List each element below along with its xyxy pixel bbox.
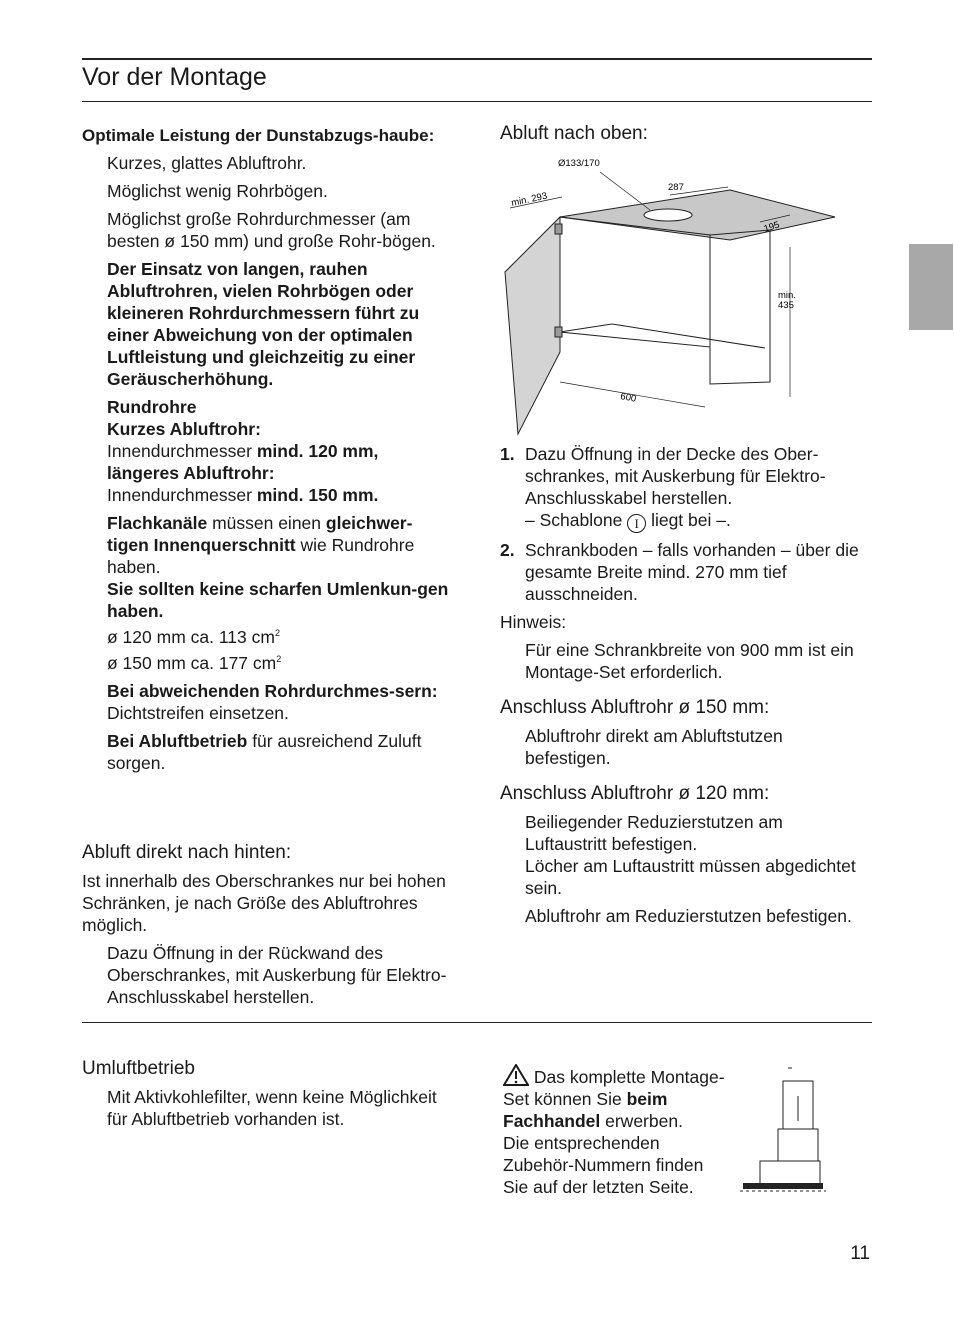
template-post: liegt bei –.: [651, 510, 731, 530]
list-item: Möglichst wenig Rohrbögen.: [107, 181, 328, 201]
note-t2: erwerben.: [605, 1111, 683, 1131]
step-1b: [500, 509, 860, 533]
c120-text-3: Abluftrohr am Reduzierstutzen befestigen.: [525, 906, 852, 926]
sup: 2: [276, 653, 282, 664]
round-pipes-title: Rundrohre: [107, 397, 197, 417]
montage-set-illustration: [738, 1066, 828, 1200]
diff-bold: Bei abweichenden Rohrdurchmes-sern:: [107, 680, 438, 701]
diff-text: [82, 680, 450, 724]
dim287-label: 287: [668, 182, 684, 193]
exhaust-t: für ausreichend Zuluft sorgen.: [107, 730, 422, 773]
list-item: Kurzes, glattes Abluftrohr.: [107, 153, 307, 173]
section-tab: [909, 244, 953, 330]
page-number: 11: [850, 1243, 870, 1264]
dim600-label: 600: [619, 391, 638, 405]
flat-duct-bold: Flachkanäle: [107, 513, 208, 533]
back-para-1: Ist innerhalb des Oberschrankes nur bei hohen Schränken, je nach Größe des Abluftrohres möglich.: [82, 871, 446, 935]
up-heading: Abluft nach oben:: [500, 123, 648, 144]
note-t1: Das komplette Montage-Set können Sie: [503, 1067, 725, 1109]
flat-duct-text: [82, 512, 450, 578]
recirc-section: [82, 1058, 450, 1130]
min435-label-b: 435: [778, 300, 794, 311]
flat-duct-bold2: gleichwer-tigen Innenquerschnitt: [107, 513, 413, 555]
c150-heading: Anschluss Abluftrohr ø 150 mm:: [500, 697, 770, 718]
diff-t: Dichtstreifen einsetzen.: [107, 702, 289, 723]
flat-duct-t2: wie Rundrohre haben.: [107, 535, 415, 577]
title-underline: [82, 101, 872, 102]
note-block: [503, 1064, 728, 1198]
back-section: [82, 842, 450, 1008]
step-text: Dazu Öffnung in der Decke des Ober-schrankes, mit Auskerbung für Elektro-Anschlusskabel herstellen.: [525, 444, 826, 508]
long-pipe-text: Innendurchmesser: [107, 485, 252, 505]
area-line-1: [82, 622, 450, 648]
back-para-2: Dazu Öffnung in der Rückwand des Oberschrankes, mit Auskerbung für Elektro-Anschlusskabel herstellen.: [107, 943, 447, 1007]
right-column: [500, 443, 860, 927]
step-text: Schrankboden – falls vorhanden – über die gesamte Breite mind. 270 mm tief ausschneiden.: [525, 540, 859, 604]
back-heading: Abluft direkt nach hinten:: [82, 842, 292, 863]
list-item: Möglichst große Rohrdurchmesser (am besten ø 150 mm) und große Rohr-bögen.: [107, 209, 436, 251]
dim195-label: 195: [762, 219, 782, 235]
hint-label: Hinweis:: [500, 612, 567, 632]
note-t3: Die entsprechenden Zubehör-Nummern finden Sie auf der letzten Seite.: [503, 1133, 704, 1197]
area-line-2: [82, 648, 450, 674]
warning-text: Der Einsatz von langen, rauhen Abluftrohren, vielen Rohrbögen oder kleineren Rohrdurchmessern führt zu einer Abweichung von der optimalen Luftleistung und gleichzeitig zu einer Geräuscherhöhung.: [107, 259, 420, 389]
short-pipe-text: Innendurchmesser: [107, 441, 252, 461]
cabinet-diagram: [500, 152, 850, 442]
recirc-heading: Umluftbetrieb: [82, 1058, 195, 1079]
short-pipe-value: mind. 120 mm,: [256, 441, 379, 461]
template-pre: – Schablone: [525, 510, 623, 530]
template-icon: I: [627, 514, 646, 533]
performance-heading: Optimale Leistung der Dunstabzugs-haube:: [82, 126, 435, 145]
exhaust-text: [82, 730, 450, 774]
sup: 2: [274, 628, 280, 638]
step-2: [500, 539, 860, 605]
c120-text-1: Beiliegender Reduzierstutzen am Luftaustritt befestigen.: [525, 812, 783, 854]
min293-label: min. 293: [510, 190, 549, 209]
c150-text: Abluftrohr direkt am Abluftstutzen befestigen.: [525, 726, 783, 768]
c120-heading: Anschluss Abluftrohr ø 120 mm:: [500, 783, 770, 804]
long-pipe-label: längeres Abluftrohr:: [107, 463, 275, 483]
step-1: [500, 443, 860, 509]
short-pipe-label: Kurzes Abluftrohr:: [107, 419, 261, 439]
area-2: ø 150 mm ca. 177 cm: [107, 652, 277, 673]
top-rule: [82, 58, 872, 60]
page-title: Vor der Montage: [82, 63, 267, 91]
left-column: [82, 125, 450, 774]
round-pipes-block: [82, 396, 450, 506]
min435-label-a: min.: [778, 290, 796, 301]
exhaust-bold: Bei Abluftbetrieb: [107, 730, 248, 751]
note-bold: beim Fachhandel: [503, 1089, 668, 1131]
flat-duct-t1: müssen einen: [207, 513, 326, 533]
hint-text: Für eine Schrankbreite von 900 mm ist ein Montage-Set erforderlich.: [525, 640, 854, 682]
long-pipe-value: mind. 150 mm.: [256, 485, 379, 505]
step-number: 2.: [500, 540, 515, 560]
c120-text-2: Löcher am Luftaustritt müssen abgedichtet sein.: [525, 856, 856, 898]
diameter-label: Ø133/170: [558, 158, 600, 169]
step-number: 1.: [500, 444, 515, 464]
note-text: [503, 1064, 728, 1198]
area-1: ø 120 mm ca. 113 cm: [107, 626, 275, 647]
bend-warning: Sie sollten keine scharfen Umlenkun-gen haben.: [107, 579, 449, 621]
bottom-rule: [82, 1022, 872, 1023]
recirc-text: Mit Aktivkohlefilter, wenn keine Möglichkeit für Abluftbetrieb vorhanden ist.: [107, 1087, 437, 1129]
warning-icon: [503, 1064, 529, 1086]
